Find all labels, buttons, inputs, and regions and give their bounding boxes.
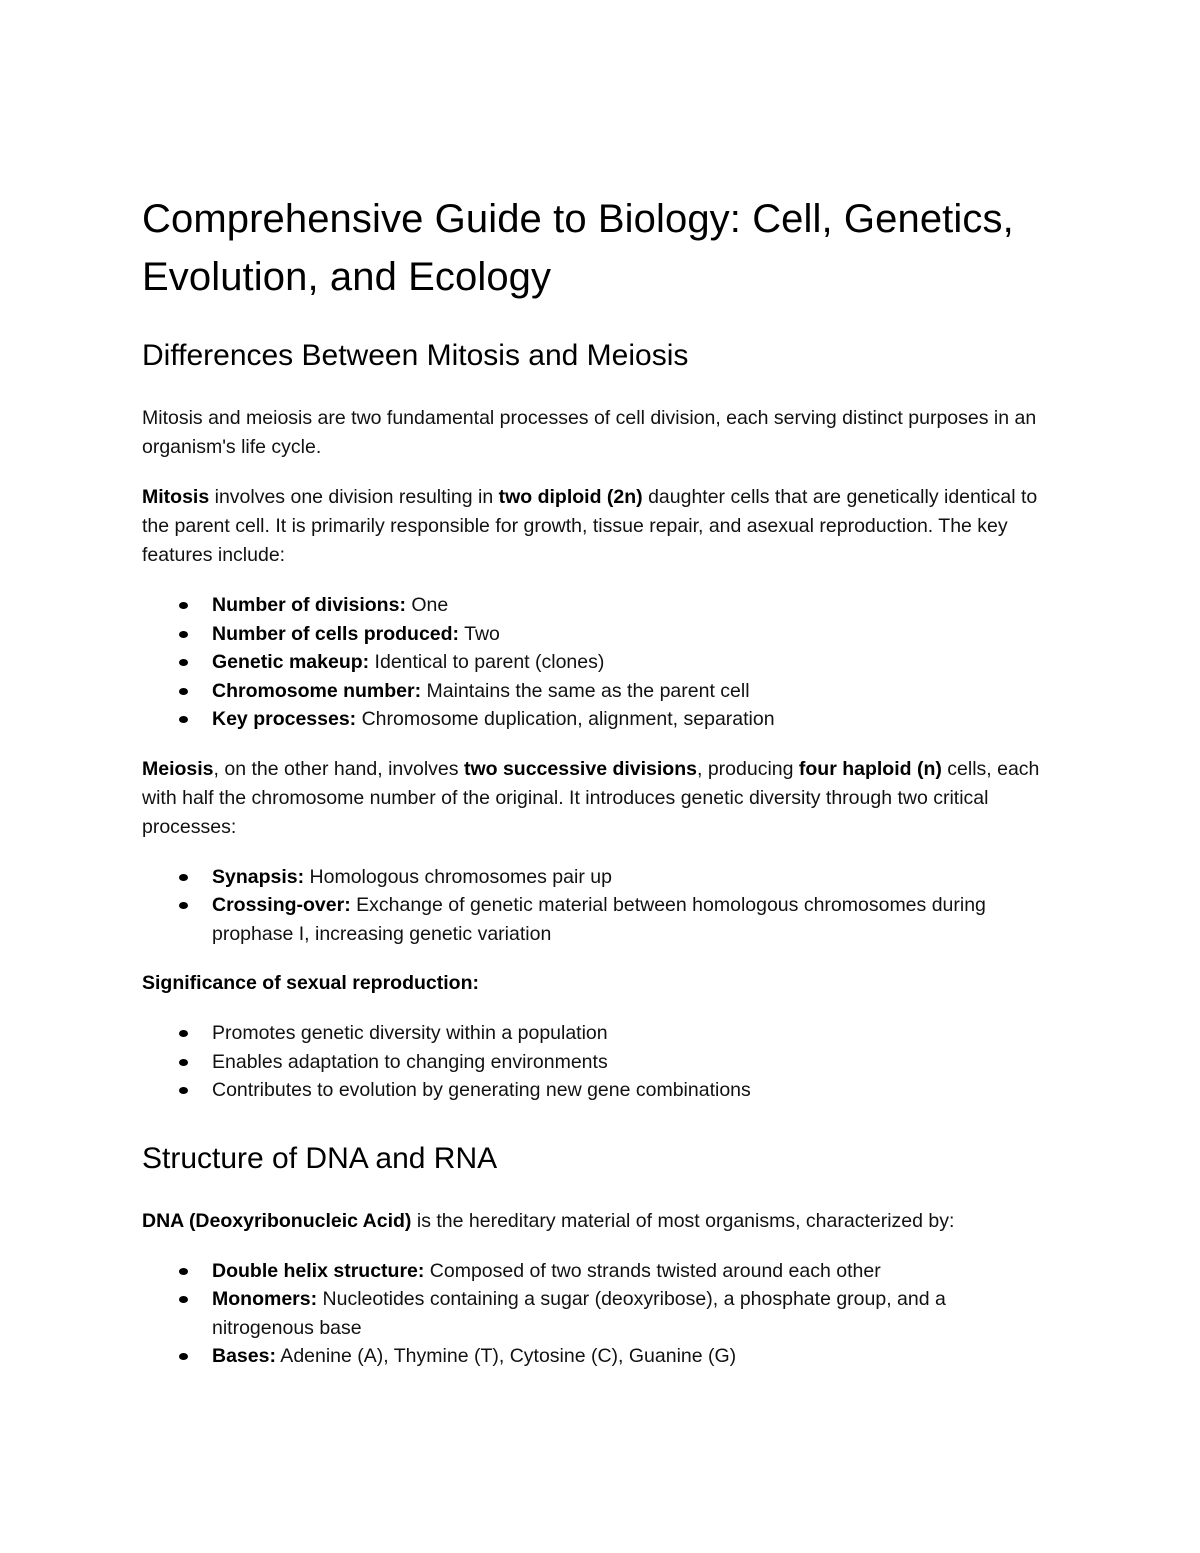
- meiosis-text-3: cells, each with half the chromosome number of the original. It introduces genetic diversity through two critical processes:: [142, 757, 1040, 838]
- list-item-label: Chromosome number:: [212, 679, 422, 702]
- bullet-icon: [179, 602, 188, 609]
- list-item-label: Number of cells produced:: [212, 622, 460, 645]
- list-item: [142, 1285, 1042, 1342]
- dna-paragraph: [142, 1207, 1042, 1236]
- list-item-label: Synapsis:: [212, 865, 305, 888]
- list-item: [142, 863, 1042, 892]
- list-item: [142, 705, 1042, 734]
- list-item: [142, 677, 1042, 706]
- list-item-label: Key processes:: [212, 708, 357, 730]
- mitosis-text-2: daughter cells that are genetically identical to the parent cell. It is primarily responsible for growth, tissue repair, and asexual reproduction. The key features include:: [142, 486, 1038, 566]
- list-item: [142, 1342, 1042, 1371]
- list-item-text: One: [405, 594, 449, 616]
- meiosis-bold-2: four haploid (n): [798, 757, 942, 780]
- list-item-label: Crossing-over:: [212, 894, 351, 916]
- bullet-icon: [179, 631, 188, 638]
- list-item-text: Two: [459, 622, 500, 645]
- list-item: [142, 1019, 1042, 1048]
- list-item-text: Adenine (A), Thymine (T), Cytosine (C), Guanine (G): [275, 1345, 737, 1367]
- meiosis-text-1: , on the other hand, involves: [213, 757, 464, 780]
- bullet-icon: [179, 1030, 188, 1037]
- meiosis-paragraph: [142, 755, 1042, 842]
- document-title: Comprehensive Guide to Biology: Cell, Genetics, Evolution, and Ecology: [142, 197, 1014, 299]
- bullet-icon: [179, 659, 188, 666]
- bullet-icon: [179, 902, 188, 909]
- list-item: [142, 1257, 1042, 1286]
- list-item-label: Bases:: [212, 1345, 276, 1367]
- dna-term: DNA (Deoxyribonucleic Acid): [142, 1209, 412, 1232]
- bullet-icon: [179, 716, 188, 723]
- significance-heading: [142, 969, 1042, 998]
- list-item: [142, 1048, 1042, 1077]
- list-item-label: Double helix structure:: [212, 1259, 425, 1282]
- list-item-text: Chromosome duplication, alignment, separation: [356, 708, 775, 730]
- meiosis-term: Meiosis: [142, 757, 214, 780]
- list-item-text: Identical to parent (clones): [369, 651, 605, 673]
- list-item-text: Enables adaptation to changing environments: [212, 1050, 608, 1073]
- dna-features-list: [142, 1257, 1042, 1371]
- bullet-icon: [179, 688, 188, 695]
- list-item-text: Composed of two strands twisted around each other: [424, 1259, 881, 1282]
- bullet-icon: [179, 1268, 188, 1275]
- list-item: [142, 620, 1042, 649]
- meiosis-bold-1: two successive divisions: [463, 757, 697, 780]
- meiosis-text-2: , producing: [696, 757, 799, 780]
- intro-paragraph: Mitosis and meiosis are two fundamental processes of cell division, each serving distinct purposes in an organism's life cycle.: [142, 407, 1037, 458]
- list-item-text: Maintains the same as the parent cell: [421, 679, 750, 702]
- document-page: [142, 190, 1042, 1392]
- dna-text-1: is the hereditary material of most organisms, characterized by:: [411, 1209, 955, 1232]
- list-item: [142, 648, 1042, 677]
- list-item-text: Nucleotides containing a sugar (deoxyribose), a phosphate group, and a nitrogenous base: [212, 1288, 946, 1339]
- mitosis-text-1: involves one division resulting in: [209, 486, 499, 508]
- section-heading-dna-rna: Structure of DNA and RNA: [142, 1141, 498, 1175]
- list-item-label: Genetic makeup:: [212, 651, 370, 673]
- list-item: [142, 891, 1042, 948]
- mitosis-paragraph: [142, 483, 1042, 570]
- list-item-text: Homologous chromosomes pair up: [304, 865, 612, 888]
- bullet-icon: [179, 874, 188, 881]
- list-item-label: Number of divisions:: [212, 594, 406, 616]
- list-item: [142, 591, 1042, 620]
- list-item-label: Monomers:: [212, 1288, 318, 1310]
- bullet-icon: [179, 1059, 188, 1066]
- list-item-text: Contributes to evolution by generating new gene combinations: [212, 1079, 751, 1101]
- mitosis-term: Mitosis: [142, 486, 210, 508]
- section-heading-mitosis-meiosis: Differences Between Mitosis and Meiosis: [142, 339, 689, 372]
- bullet-icon: [179, 1353, 188, 1360]
- significance-heading-text: Significance of sexual reproduction:: [142, 972, 479, 994]
- meiosis-processes-list: [142, 863, 1042, 949]
- bullet-icon: [179, 1087, 188, 1094]
- mitosis-features-list: [142, 591, 1042, 734]
- list-item: [142, 1076, 1042, 1105]
- significance-list: [142, 1019, 1042, 1105]
- list-item-text: Promotes genetic diversity within a population: [212, 1022, 608, 1044]
- mitosis-bold-1: two diploid (2n): [498, 486, 643, 508]
- bullet-icon: [179, 1296, 188, 1303]
- list-item-text: Exchange of genetic material between homologous chromosomes during prophase I, increasing genetic variation: [212, 894, 986, 945]
